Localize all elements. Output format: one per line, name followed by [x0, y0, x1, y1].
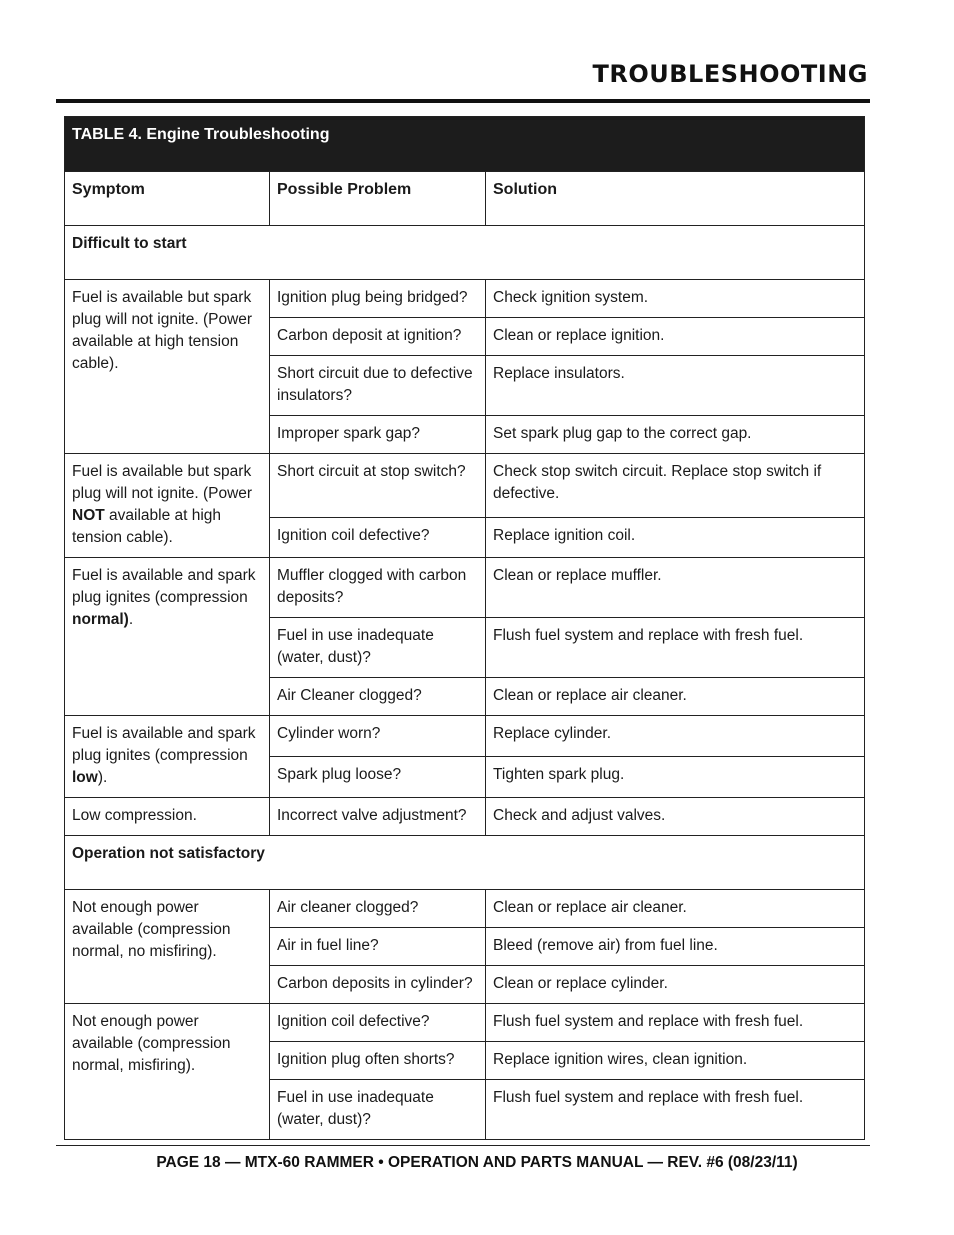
symptom-cell — [65, 454, 270, 558]
table-row — [65, 798, 865, 836]
symptom-cell — [65, 558, 270, 716]
solution-cell: Replace ignition coil. — [486, 517, 865, 557]
section-row — [65, 836, 865, 890]
symptom-text: Not enough power available (compression normal, no misfiring). — [72, 899, 231, 960]
problem-cell: Spark plug loose? — [270, 757, 486, 798]
solution-cell: Clean or replace ignition. — [486, 318, 865, 356]
section-title: Operation not satisfactory — [65, 836, 865, 890]
solution-cell: Set spark plug gap to the correct gap. — [486, 416, 865, 454]
engine-troubleshooting-table — [64, 116, 865, 1140]
solution-cell: Clean or replace cylinder. — [486, 966, 865, 1004]
problem-cell: Short circuit at stop switch? — [270, 454, 486, 518]
header-symptom: Symptom — [65, 172, 270, 226]
problem-cell: Short circuit due to defective insulators? — [270, 356, 486, 416]
symptom-text: Fuel is available but spark plug will not ignite. (Power available at high tension cable). — [72, 289, 253, 372]
symptom-text: Fuel is available and spark plug ignites (compression — [72, 567, 256, 606]
table-row — [65, 280, 865, 318]
symptom-cell — [65, 280, 270, 454]
table-row — [65, 716, 865, 757]
problem-cell: Carbon deposit at ignition? — [270, 318, 486, 356]
page-title: TROUBLESHOOTING — [592, 60, 868, 88]
solution-cell: Replace cylinder. — [486, 716, 865, 757]
title-rule — [56, 99, 870, 103]
symptom-emphasis: NOT — [72, 507, 105, 524]
page-footer: PAGE 18 — MTX-60 RAMMER • OPERATION AND PARTS MANUAL — REV. #6 (08/23/11) — [156, 1154, 798, 1171]
symptom-text: ). — [97, 769, 108, 786]
symptom-text: Not enough power available (compression normal, misfiring). — [72, 1013, 231, 1074]
problem-cell: Cylinder worn? — [270, 716, 486, 757]
problem-cell: Ignition plug often shorts? — [270, 1042, 486, 1080]
problem-cell: Fuel in use inadequate (water, dust)? — [270, 1080, 486, 1140]
header-solution: Solution — [486, 172, 865, 226]
problem-cell: Ignition coil defective? — [270, 517, 486, 557]
symptom-emphasis: normal) — [72, 611, 129, 628]
solution-cell: Replace insulators. — [486, 356, 865, 416]
solution-cell: Flush fuel system and replace with fresh fuel. — [486, 1004, 865, 1042]
symptom-text: Low compression. — [72, 807, 197, 824]
problem-cell: Ignition coil defective? — [270, 1004, 486, 1042]
section-title: Difficult to start — [65, 226, 865, 280]
symptom-emphasis: low — [72, 769, 98, 786]
solution-cell: Clean or replace air cleaner. — [486, 890, 865, 928]
table-body — [65, 226, 865, 1140]
problem-cell: Carbon deposits in cylinder? — [270, 966, 486, 1004]
table-row — [65, 558, 865, 618]
problem-cell: Improper spark gap? — [270, 416, 486, 454]
problem-cell: Air cleaner clogged? — [270, 890, 486, 928]
solution-cell: Clean or replace air cleaner. — [486, 678, 865, 716]
section-row — [65, 226, 865, 280]
footer-rule — [56, 1145, 870, 1146]
solution-cell: Flush fuel system and replace with fresh fuel. — [486, 618, 865, 678]
table-row — [65, 1004, 865, 1042]
table-caption: TABLE 4. Engine Troubleshooting — [65, 117, 865, 172]
solution-cell: Check stop switch circuit. Replace stop switch if defective. — [486, 454, 865, 518]
symptom-cell — [65, 716, 270, 798]
solution-cell: Clean or replace muffler. — [486, 558, 865, 618]
problem-cell: Air in fuel line? — [270, 928, 486, 966]
symptom-cell — [65, 798, 270, 836]
problem-cell: Ignition plug being bridged? — [270, 280, 486, 318]
symptom-text: available at high tension cable). — [72, 507, 222, 546]
table-row — [65, 454, 865, 518]
solution-cell: Check and adjust valves. — [486, 798, 865, 836]
problem-cell: Fuel in use inadequate (water, dust)? — [270, 618, 486, 678]
symptom-text: . — [128, 611, 134, 628]
solution-cell: Replace ignition wires, clean ignition. — [486, 1042, 865, 1080]
table-row — [65, 890, 865, 928]
solution-cell: Check ignition system. — [486, 280, 865, 318]
symptom-text: Fuel is available but spark plug will not ignite. (Power — [72, 463, 253, 502]
solution-cell: Tighten spark plug. — [486, 757, 865, 798]
problem-cell: Air Cleaner clogged? — [270, 678, 486, 716]
symptom-text: Fuel is available and spark plug ignites (compression — [72, 725, 256, 764]
problem-cell: Incorrect valve adjustment? — [270, 798, 486, 836]
solution-cell: Bleed (remove air) from fuel line. — [486, 928, 865, 966]
symptom-cell — [65, 1004, 270, 1140]
problem-cell: Muffler clogged with carbon deposits? — [270, 558, 486, 618]
symptom-cell — [65, 890, 270, 1004]
header-possible-problem: Possible Problem — [270, 172, 486, 226]
solution-cell: Flush fuel system and replace with fresh fuel. — [486, 1080, 865, 1140]
